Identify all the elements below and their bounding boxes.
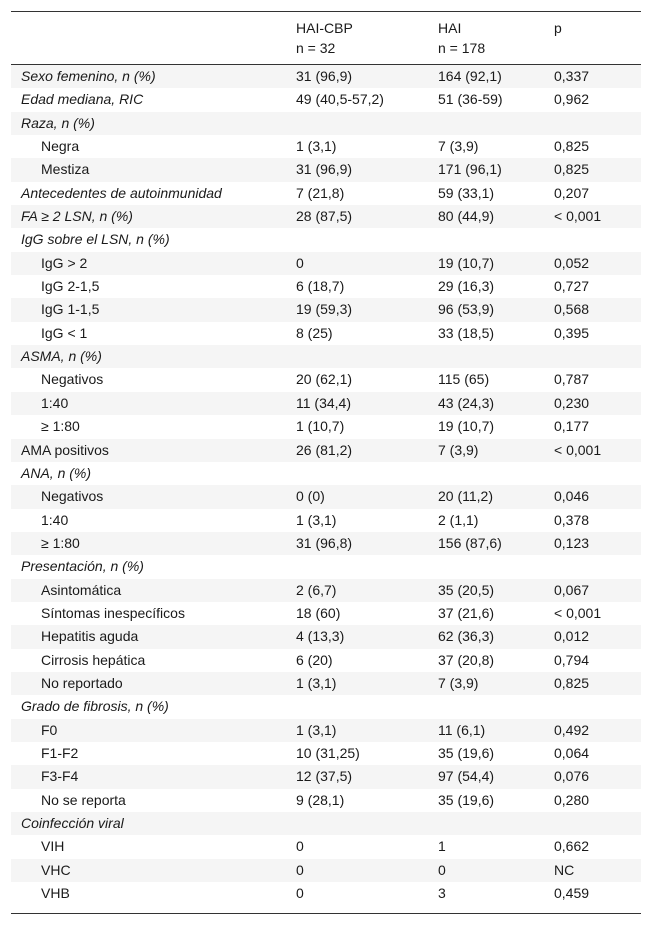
row-label: Raza, n (%) <box>21 114 95 131</box>
row-label: Hepatitis aguda <box>41 628 139 645</box>
cell-p: 0,794 <box>554 651 590 668</box>
cell-hai: 37 (20,8) <box>438 651 495 668</box>
table-row <box>11 205 641 228</box>
cell-p: 0,825 <box>554 138 590 155</box>
row-label: IgG 1-1,5 <box>41 301 100 318</box>
row-label: FA ≥ 2 LSN, n (%) <box>21 208 133 225</box>
table-row <box>11 322 641 345</box>
cell-hai-cbp: 31 (96,9) <box>296 68 353 84</box>
cell-p: 0,207 <box>554 184 590 201</box>
row-label: Asintomática <box>41 581 122 598</box>
cell-hai: 11 (6,1) <box>438 721 486 738</box>
table-body <box>11 65 641 905</box>
header-hai-cbp-n: n = 32 <box>296 40 336 56</box>
cell-hai-cbp: 11 (34,4) <box>296 394 351 411</box>
cell-hai: 80 (44,9) <box>438 208 495 225</box>
cell-hai: 7 (3,9) <box>438 441 479 458</box>
cell-hai-cbp: 31 (96,9) <box>296 161 353 178</box>
cell-p: 0,337 <box>554 68 590 84</box>
row-label: AMA positivos <box>21 441 109 458</box>
row-label: VHB <box>41 885 70 902</box>
cell-p: 0,177 <box>554 418 590 435</box>
cell-hai-cbp: 6 (20) <box>296 651 333 668</box>
cell-hai-cbp: 20 (62,1) <box>296 371 353 388</box>
cell-hai-cbp: 28 (87,5) <box>296 208 353 225</box>
table-row <box>11 485 641 508</box>
cell-p: 0,052 <box>554 254 590 271</box>
row-label: VHC <box>41 861 71 878</box>
table-row <box>11 719 641 742</box>
cell-p: 0,046 <box>554 488 590 505</box>
cell-hai: 59 (33,1) <box>438 184 495 201</box>
row-label: Negativos <box>41 488 104 505</box>
cell-hai: 115 (65) <box>438 371 490 388</box>
cell-hai: 35 (20,5) <box>438 581 495 598</box>
cell-hai: 7 (3,9) <box>438 674 479 691</box>
table-row <box>11 252 641 275</box>
table-row <box>11 439 641 462</box>
row-label: F0 <box>41 721 58 738</box>
table-row <box>11 532 641 555</box>
row-label: ASMA, n (%) <box>21 348 102 365</box>
row-label: ≥ 1:80 <box>41 418 80 435</box>
row-label: VIH <box>41 838 65 855</box>
row-label: Presentación, n (%) <box>21 558 144 575</box>
cell-hai: 1 <box>438 838 446 855</box>
cell-p: 0,395 <box>554 324 590 341</box>
cell-hai-cbp: 4 (13,3) <box>296 628 345 645</box>
cell-hai-cbp: 7 (21,8) <box>296 184 345 201</box>
cell-hai: 97 (54,4) <box>438 768 495 785</box>
cell-p: 0,492 <box>554 721 590 738</box>
cell-p: 0,378 <box>554 511 590 528</box>
table-row <box>11 812 641 835</box>
cell-hai: 43 (24,3) <box>438 394 495 411</box>
table-row <box>11 275 641 298</box>
cell-hai-cbp: 9 (28,1) <box>296 791 345 808</box>
table-row <box>11 65 641 88</box>
row-label: Negra <box>41 138 80 155</box>
row-label: Edad mediana, RIC <box>21 91 144 108</box>
row-label: IgG > 2 <box>41 254 88 271</box>
table-row <box>11 135 641 158</box>
cell-hai-cbp: 19 (59,3) <box>296 301 353 318</box>
header-hai-n: n = 178 <box>438 40 486 56</box>
cell-hai-cbp: 2 (6,7) <box>296 581 337 598</box>
cell-p: NC <box>554 861 575 878</box>
cell-hai: 164 (92,1) <box>438 68 502 84</box>
cell-p: 0,568 <box>554 301 590 318</box>
cell-p: 0,727 <box>554 278 590 295</box>
header-p <box>554 18 562 38</box>
cell-hai-cbp: 18 (60) <box>296 604 341 621</box>
cell-hai-cbp: 0 <box>296 838 304 855</box>
cell-p: 0,123 <box>554 534 590 551</box>
table-row <box>11 649 641 672</box>
cell-p: 0,230 <box>554 394 590 411</box>
cell-hai-cbp: 0 <box>296 885 304 902</box>
cell-hai-cbp: 26 (81,2) <box>296 441 353 458</box>
table-row <box>11 298 641 321</box>
table-row <box>11 672 641 695</box>
row-label: Antecedentes de autoinmunidad <box>21 184 222 201</box>
cell-p: 0,067 <box>554 581 590 598</box>
cell-p: 0,825 <box>554 674 590 691</box>
table-row <box>11 415 641 438</box>
cell-hai: 62 (36,3) <box>438 628 495 645</box>
table-row <box>11 462 641 485</box>
cell-hai: 33 (18,5) <box>438 324 495 341</box>
cell-p: 0,662 <box>554 838 590 855</box>
cell-hai-cbp: 8 (25) <box>296 324 333 341</box>
table-row <box>11 228 641 251</box>
cell-hai: 19 (10,7) <box>438 418 495 435</box>
cell-hai: 35 (19,6) <box>438 744 495 761</box>
row-label: Coinfección viral <box>21 815 124 831</box>
row-label: No reportado <box>41 674 123 691</box>
cell-hai-cbp: 31 (96,8) <box>296 534 353 551</box>
table-row <box>11 345 641 368</box>
cell-hai: 29 (16,3) <box>438 278 495 295</box>
row-label: Mestiza <box>41 161 90 178</box>
cell-hai-cbp: 0 <box>296 254 304 271</box>
cell-hai: 171 (96,1) <box>438 161 502 178</box>
row-label: 1:40 <box>41 511 69 528</box>
cell-hai: 35 (19,6) <box>438 791 495 808</box>
cell-hai: 156 (87,6) <box>438 534 502 551</box>
table-row <box>11 625 641 648</box>
table-top-rule <box>11 11 641 12</box>
cell-hai-cbp: 1 (3,1) <box>296 138 337 155</box>
cell-p: 0,962 <box>554 91 590 108</box>
row-label: Negativos <box>41 371 104 388</box>
cell-hai-cbp: 49 (40,5-57,2) <box>296 91 384 108</box>
table-row <box>11 88 641 111</box>
cell-p: 0,064 <box>554 744 590 761</box>
cell-hai: 2 (1,1) <box>438 511 479 528</box>
cell-hai-cbp: 0 <box>296 861 304 878</box>
table-row <box>11 695 641 718</box>
row-label: Grado de fibrosis, n (%) <box>21 698 169 715</box>
table-row <box>11 392 641 415</box>
cell-hai-cbp: 12 (37,5) <box>296 768 353 785</box>
table-row <box>11 789 641 812</box>
cell-p: 0,280 <box>554 791 590 808</box>
cell-p: 0,459 <box>554 885 590 902</box>
row-label: Cirrosis hepática <box>41 651 146 668</box>
table-row <box>11 835 641 858</box>
table-row <box>11 509 641 532</box>
cell-hai: 0 <box>438 861 446 878</box>
cell-p: 0,076 <box>554 768 590 785</box>
cell-p: 0,787 <box>554 371 590 388</box>
row-label: Sexo femenino, n (%) <box>21 68 156 84</box>
cell-hai: 51 (36-59) <box>438 91 503 108</box>
cell-hai: 37 (21,6) <box>438 604 495 621</box>
row-label: F1-F2 <box>41 744 79 761</box>
table-row <box>11 765 641 788</box>
table-row <box>11 579 641 602</box>
cell-p: < 0,001 <box>554 604 602 621</box>
table-row <box>11 182 641 205</box>
cell-hai-cbp: 6 (18,7) <box>296 278 345 295</box>
cell-hai: 3 <box>438 885 446 902</box>
table-row <box>11 112 641 135</box>
row-label: IgG sobre el LSN, n (%) <box>21 231 170 248</box>
cell-hai: 7 (3,9) <box>438 138 479 155</box>
cell-p: 0,825 <box>554 161 590 178</box>
table-row <box>11 859 641 882</box>
cell-p: 0,012 <box>554 628 590 645</box>
row-label: F3-F4 <box>41 768 79 785</box>
table-row <box>11 882 641 905</box>
cell-hai: 96 (53,9) <box>438 301 495 318</box>
table-row <box>11 158 641 181</box>
header-hai <box>438 18 485 58</box>
row-label: IgG < 1 <box>41 324 88 341</box>
cell-p: < 0,001 <box>554 441 602 458</box>
row-label: ≥ 1:80 <box>41 534 80 551</box>
cell-hai: 19 (10,7) <box>438 254 495 271</box>
row-label: No se reporta <box>41 791 126 808</box>
cell-p: < 0,001 <box>554 208 602 225</box>
header-p-title: p <box>554 20 562 36</box>
table-row <box>11 555 641 578</box>
cell-hai-cbp: 1 (3,1) <box>296 721 337 738</box>
cell-hai: 20 (11,2) <box>438 488 493 505</box>
cell-hai-cbp: 10 (31,25) <box>296 744 360 761</box>
table-row <box>11 742 641 765</box>
header-hai-title: HAI <box>438 20 462 36</box>
cell-hai-cbp: 1 (3,1) <box>296 674 337 691</box>
row-label: 1:40 <box>41 394 69 411</box>
cell-hai-cbp: 1 (10,7) <box>296 418 345 435</box>
cell-hai-cbp: 0 (0) <box>296 488 325 505</box>
table-bottom-rule <box>11 913 641 914</box>
header-hai-cbp <box>296 18 353 58</box>
cell-hai-cbp: 1 (3,1) <box>296 511 337 528</box>
row-label: Síntomas inespecíficos <box>41 604 185 621</box>
table-row <box>11 368 641 391</box>
header-hai-cbp-title: HAI-CBP <box>296 20 353 36</box>
row-label: ANA, n (%) <box>21 464 92 481</box>
table-row <box>11 602 641 625</box>
row-label: IgG 2-1,5 <box>41 278 100 295</box>
